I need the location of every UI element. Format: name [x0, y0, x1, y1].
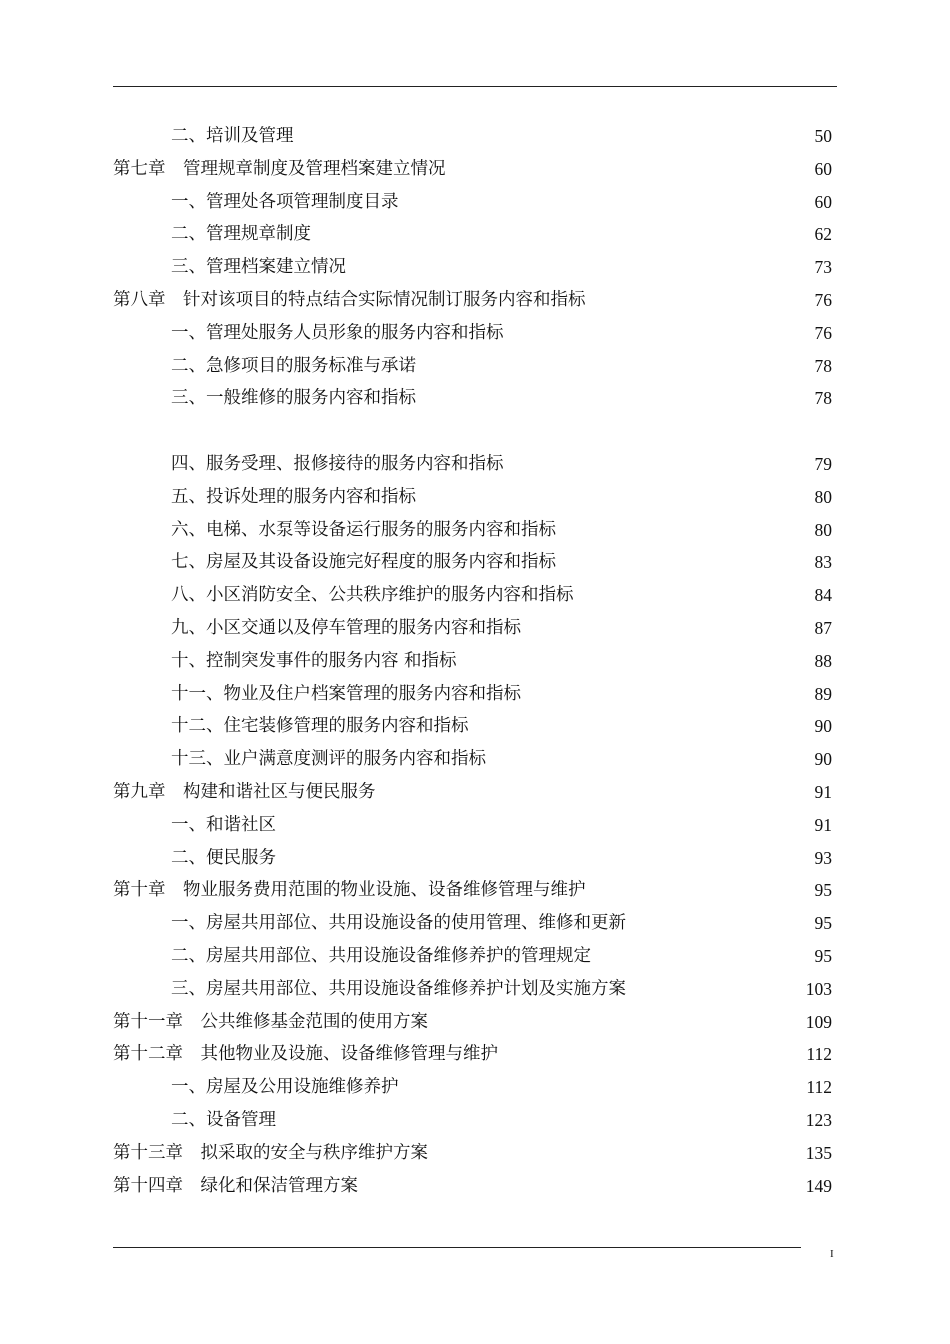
toc-entry-page: 62 [814, 224, 832, 245]
toc-chapter[interactable] [113, 1038, 832, 1071]
toc-chapter-page: 91 [814, 781, 832, 802]
toc-entry-page: 95 [814, 913, 832, 934]
toc-entry-page: 95 [814, 945, 832, 966]
toc-chapter-title: 第十二章 其他物业及设施、设备维修管理与维护 [113, 1044, 498, 1065]
toc-entry-title: 一、管理处各项管理制度目录 [171, 191, 399, 212]
toc-entry[interactable] [113, 350, 832, 383]
toc-entry-title: 二、急修项目的服务标准与承诺 [171, 355, 416, 376]
toc-entry[interactable] [113, 120, 832, 153]
toc-entry[interactable] [113, 251, 832, 284]
toc-entry-title: 二、房屋共用部位、共用设施设备维修养护的管理规定 [171, 945, 591, 966]
toc-chapter-title: 第八章 针对该项目的特点结合实际情况制订服务内容和指标 [113, 289, 586, 310]
toc-chapter-title: 第十四章 绿化和保洁管理方案 [113, 1175, 358, 1196]
toc-entry-page: 87 [814, 617, 832, 638]
toc-entry[interactable] [113, 1071, 832, 1104]
toc-entry-page: 79 [814, 453, 832, 474]
toc-entry-title: 十一、物业及住户档案管理的服务内容和指标 [171, 683, 521, 704]
toc-entry-title: 八、小区消防安全、公共秩序维护的服务内容和指标 [171, 585, 574, 606]
toc-entry[interactable] [113, 218, 832, 251]
toc-entry[interactable] [113, 579, 832, 612]
toc-entry-title: 四、服务受理、报修接待的服务内容和指标 [171, 453, 504, 474]
toc-entry-title: 二、设备管理 [171, 1109, 276, 1130]
toc-entry-page: 76 [814, 322, 832, 343]
toc-entry-title: 一、房屋及公用设施维修养护 [171, 1077, 399, 1098]
toc-entry-title: 十三、业户满意度测评的服务内容和指标 [171, 749, 486, 770]
toc-chapter[interactable] [113, 1137, 832, 1170]
toc-entry-title: 三、一般维修的服务内容和指标 [171, 388, 416, 409]
footer-page-number: I [830, 1248, 834, 1260]
toc-chapter-page: 109 [805, 1011, 832, 1032]
toc-chapter-title: 第七章 管理规章制度及管理档案建立情况 [113, 158, 446, 179]
toc-chapter[interactable] [113, 1006, 832, 1039]
toc-entry-page: 89 [814, 683, 832, 704]
toc-entry-page: 112 [806, 1077, 832, 1098]
toc-entry-title: 九、小区交通以及停车管理的服务内容和指标 [171, 617, 521, 638]
toc-entry-page: 90 [814, 749, 832, 770]
toc-entry[interactable] [113, 448, 832, 481]
toc-entry-page: 88 [814, 650, 832, 671]
toc-chapter[interactable] [113, 284, 832, 317]
toc-entry[interactable] [113, 186, 832, 219]
table-of-contents [113, 120, 832, 1202]
toc-chapter-page: 76 [814, 289, 832, 310]
toc-entry[interactable] [113, 481, 832, 514]
toc-entry-page: 84 [814, 585, 832, 606]
toc-entry-page: 73 [814, 257, 832, 278]
toc-entry-page: 103 [805, 978, 832, 999]
toc-chapter-title: 第十一章 公共维修基金范围的使用方案 [113, 1011, 428, 1032]
toc-entry-title: 五、投诉处理的服务内容和指标 [171, 486, 416, 507]
toc-entry[interactable] [113, 940, 832, 973]
toc-entry[interactable] [113, 973, 832, 1006]
toc-entry-title: 一、和谐社区 [171, 814, 276, 835]
toc-entry-page: 60 [814, 191, 832, 212]
toc-entry-title: 三、房屋共用部位、共用设施设备维修养护计划及实施方案 [171, 978, 626, 999]
header-rule [113, 86, 837, 87]
toc-entry-title: 二、培训及管理 [171, 126, 294, 146]
toc-entry-page: 93 [814, 847, 832, 868]
toc-chapter[interactable] [113, 1170, 832, 1203]
toc-chapter[interactable] [113, 874, 832, 907]
toc-entry-title: 三、管理档案建立情况 [171, 257, 346, 278]
toc-chapter-page: 112 [806, 1044, 832, 1065]
toc-entry[interactable] [113, 317, 832, 350]
toc-entry-page: 91 [814, 814, 832, 835]
toc-entry-title: 一、管理处服务人员形象的服务内容和指标 [171, 322, 504, 343]
toc-entry-title: 七、房屋及其设备设施完好程度的服务内容和指标 [171, 552, 556, 573]
toc-entry[interactable] [113, 612, 832, 645]
toc-entry-title: 二、便民服务 [171, 847, 276, 868]
toc-entry[interactable] [113, 382, 832, 415]
toc-entry[interactable] [113, 743, 832, 776]
toc-entry-title: 二、管理规章制度 [171, 224, 311, 245]
toc-chapter-title: 第九章 构建和谐社区与便民服务 [113, 781, 376, 802]
toc-entry-page: 80 [814, 486, 832, 507]
toc-entry-page: 90 [814, 716, 832, 737]
toc-entry[interactable] [113, 514, 832, 547]
toc-entry[interactable] [113, 1104, 832, 1137]
toc-entry[interactable] [113, 546, 832, 579]
toc-entry-page: 78 [814, 355, 832, 376]
toc-entry-page: 83 [814, 552, 832, 573]
toc-entry-title: 十二、住宅装修管理的服务内容和指标 [171, 716, 469, 737]
toc-entry[interactable] [113, 678, 832, 711]
toc-entry-title: 一、房屋共用部位、共用设施设备的使用管理、维修和更新 [171, 913, 626, 934]
toc-chapter-page: 135 [805, 1142, 832, 1163]
toc-entry[interactable] [113, 645, 832, 678]
toc-chapter-title: 第十章 物业服务费用范围的物业设施、设备维修管理与维护 [113, 880, 586, 901]
toc-entry[interactable] [113, 842, 832, 875]
toc-entry[interactable] [113, 710, 832, 743]
toc-entry-page: 80 [814, 519, 832, 540]
toc-entry-title: 六、电梯、水泵等设备运行服务的服务内容和指标 [171, 519, 556, 540]
toc-chapter[interactable] [113, 776, 832, 809]
toc-entry-title: 十、控制突发事件的服务内容 和指标 [171, 650, 457, 671]
toc-chapter-page: 149 [805, 1175, 832, 1196]
toc-chapter-page: 60 [814, 158, 832, 179]
toc-entry-page: 50 [814, 126, 832, 146]
toc-entry[interactable] [113, 907, 832, 940]
toc-entry-page: 78 [814, 388, 832, 409]
footer-rule [113, 1247, 801, 1248]
toc-entry[interactable] [113, 809, 832, 842]
toc-chapter-title: 第十三章 拟采取的安全与秩序维护方案 [113, 1142, 428, 1163]
toc-chapter[interactable] [113, 153, 832, 186]
toc-entry-page: 123 [805, 1109, 832, 1130]
toc-chapter-page: 95 [814, 880, 832, 901]
